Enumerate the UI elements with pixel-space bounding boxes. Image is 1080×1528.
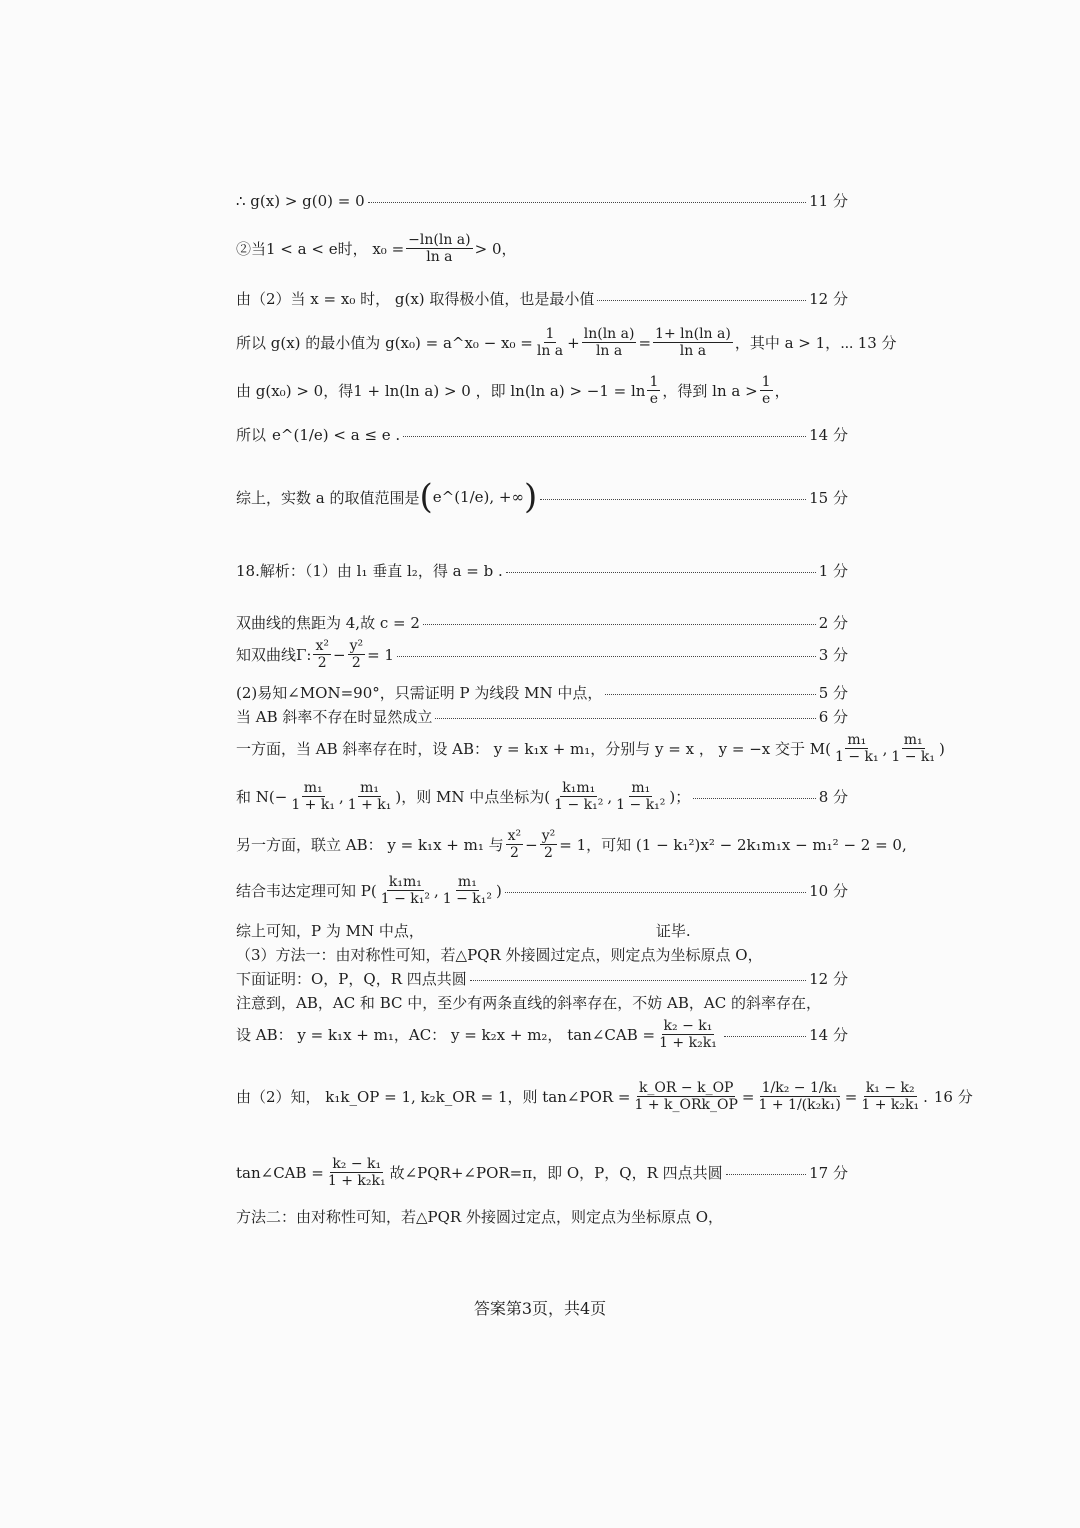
fraction bbox=[582, 326, 637, 359]
fraction bbox=[313, 638, 331, 671]
fraction bbox=[289, 780, 337, 813]
line-text-mid: ，得到 ln a > bbox=[662, 382, 758, 401]
numerator: y² bbox=[541, 828, 556, 844]
line-text: 知双曲线Γ: bbox=[236, 646, 312, 665]
denominator: 1 + k₁ bbox=[347, 797, 392, 814]
numerator: x² bbox=[507, 828, 522, 844]
numerator: −ln(ln a) bbox=[408, 232, 471, 248]
line-text-post: ) bbox=[939, 739, 945, 758]
score-label: 6 分 bbox=[818, 708, 848, 726]
line-text-post: ， bbox=[774, 382, 790, 401]
fraction bbox=[406, 232, 472, 265]
denominator: 1 + k₂k₁ bbox=[327, 1173, 386, 1190]
line-text: 18.解析：（1）由 l₁ 垂直 l₂，得 a = b . bbox=[236, 562, 503, 580]
line-condition bbox=[236, 374, 848, 407]
denominator: 2 bbox=[317, 655, 327, 672]
line-text: 当 AB 斜率不存在时显然成立 bbox=[236, 708, 433, 726]
line-18-1 bbox=[236, 560, 848, 581]
line-18-6 bbox=[236, 706, 848, 727]
line-18-12 bbox=[236, 968, 848, 989]
denominator: 1 + 1/(k₂k₁) bbox=[758, 1097, 841, 1114]
numerator: k₂ − k₁ bbox=[332, 1156, 382, 1172]
line-text-post: ) bbox=[496, 881, 502, 900]
fraction bbox=[379, 874, 432, 907]
score-label: 16 分 bbox=[933, 1088, 973, 1107]
line-text: 另一方面，联立 AB： y = k₁x + m₁ 与 bbox=[236, 836, 504, 855]
denominator: 1 − k₁² bbox=[380, 891, 430, 908]
numerator: y² bbox=[349, 638, 364, 654]
fraction bbox=[614, 780, 667, 813]
math-expression: e^(1/e), +∞ bbox=[432, 488, 524, 506]
denominator: 1 + k₂k₁ bbox=[861, 1097, 920, 1114]
fraction bbox=[760, 374, 773, 407]
line-text: tan∠CAB = bbox=[236, 1163, 324, 1182]
numerator: 1+ ln(ln a) bbox=[655, 326, 731, 342]
math-expression: e^(1/e) < a ≤ e . bbox=[272, 425, 401, 444]
line-18-10: 结合韦达定理可知 P( $\frac{\text{k₁m₁}}{\text{1 − k₁²}}$ , $\frac{\text{m₁}}{\text{1 − k₁²}}$ ) 10 分 bbox=[236, 874, 848, 908]
score-label: 2 分 bbox=[818, 614, 848, 632]
leader-dots bbox=[368, 202, 806, 203]
numerator: x² bbox=[315, 638, 329, 654]
line-text: 结合韦达定理可知 P( bbox=[236, 882, 377, 901]
line-text: 由（2）知， k₁k_OP = 1, k₂k_OR = 1，则 tan∠POR = bbox=[236, 1088, 631, 1107]
numerator: m₁ bbox=[847, 732, 867, 748]
leader-dots bbox=[423, 624, 816, 625]
leader-dots bbox=[693, 798, 815, 799]
line-text-mid: )，则 MN 中点坐标为( bbox=[395, 788, 551, 807]
fraction bbox=[889, 732, 937, 765]
page-footer: 答案第3页，共4页 bbox=[473, 1299, 607, 1318]
score-label: 10 分 bbox=[809, 882, 848, 901]
fraction bbox=[647, 374, 660, 407]
numerator: m₁ bbox=[303, 780, 323, 796]
fraction bbox=[326, 1156, 388, 1189]
numerator: m₁ bbox=[903, 732, 923, 748]
score-label: 17 分 bbox=[809, 1164, 848, 1183]
line-text: 下面证明：O，P，Q，R 四点共圆 bbox=[236, 970, 467, 988]
line-18-combine: 另一方面，联立 AB： y = k₁x + m₁ 与 $\frac{\text{x²}}{2}$ − $\frac{\text{y²}}{2}$ = 1，可知 (1 − k₁²)x² − 2k₁m₁x − m₁² − 2 = 0, bbox=[236, 828, 907, 862]
numerator: 1/k₂ − 1/k₁ bbox=[761, 1080, 838, 1096]
line-text-post: )； bbox=[669, 788, 691, 807]
fraction bbox=[506, 828, 524, 861]
line-12 bbox=[236, 288, 848, 309]
line-18-17 bbox=[236, 1156, 848, 1189]
denominator: 1 − k₁ bbox=[891, 749, 936, 766]
line-18-conclusion bbox=[236, 920, 848, 941]
line-18-3-method1 bbox=[236, 944, 848, 965]
line-11 bbox=[236, 190, 848, 211]
leader-dots bbox=[470, 980, 806, 981]
denominator: ln a bbox=[536, 343, 564, 360]
line-text-post: ，其中 a > 1，⋯ bbox=[734, 334, 854, 353]
leader-dots bbox=[726, 1174, 807, 1175]
denominator: 1 + k₂k₁ bbox=[659, 1035, 717, 1052]
numerator: 1 bbox=[545, 326, 555, 342]
fraction bbox=[833, 732, 881, 765]
line-text: 综上，实数 a 的取值范围是 bbox=[236, 488, 420, 507]
line-18-5 bbox=[236, 682, 848, 703]
leader-dots bbox=[540, 499, 806, 500]
line-18-m-point: 一方面，当 AB 斜率存在时，设 AB： y = k₁x + m₁，分别与 y = x ， y = −x 交于 M( $\frac{\text{m₁}}{\text{1 − k₁}}$ , $\frac{\text{m₁}}{\text{1 − k₁}}$ ) bbox=[236, 732, 945, 766]
score-label: 12 分 bbox=[809, 290, 848, 308]
denominator: ln a bbox=[595, 343, 623, 360]
numerator: k₁m₁ bbox=[388, 874, 422, 890]
leader-dots bbox=[597, 300, 806, 301]
line-text: 所以 bbox=[236, 426, 267, 444]
line-text: 所以 g(x) 的最小值为 g(x₀) = a^x₀ − x₀ = bbox=[236, 334, 533, 353]
denominator: 1 + k_ORk_OP bbox=[634, 1097, 738, 1114]
numerator: k_OR − k_OP bbox=[638, 1080, 734, 1096]
line-text-post: > 0， bbox=[474, 240, 517, 259]
score-label: 8 分 bbox=[818, 788, 848, 807]
operator: = bbox=[638, 333, 652, 352]
denominator: e bbox=[649, 391, 659, 408]
fraction bbox=[657, 1018, 719, 1051]
fraction bbox=[633, 1080, 740, 1113]
line-text: 方法二：由对称性可知，若△PQR 外接圆过定点，则定点为坐标原点 O， bbox=[236, 1208, 724, 1226]
score-label: 11 分 bbox=[809, 192, 848, 210]
right-paren: ) bbox=[523, 477, 538, 517]
line-text: 由（2）当 x = x₀ 时， g(x) 取得极小值，也是最小值 bbox=[236, 290, 595, 308]
score-label: 3 分 bbox=[818, 646, 848, 665]
denominator: 2 bbox=[509, 845, 519, 862]
line-text-post: = 1，可知 (1 − k₁²)x² − 2k₁m₁x − m₁² − 2 = 0, bbox=[559, 836, 907, 855]
numerator: m₁ bbox=[631, 780, 651, 796]
score-label: 14 分 bbox=[809, 426, 848, 444]
denominator: 2 bbox=[544, 845, 553, 862]
line-18-8: 和 N(− $\frac{\text{m₁}}{\text{1 + k₁}}$ , $\frac{\text{m₁}}{\text{1 + k₁}}$ )，则 MN 中点坐标为( $\frac{\text{k₁m₁}}{\text{1 − k₁²}}$ , $\frac{\text{m₁}}{\text{1 − k₁²}}$ )； 8 分 bbox=[236, 780, 848, 814]
line-18-method2 bbox=[236, 1206, 848, 1227]
denominator: 1 − k₁² bbox=[616, 797, 666, 814]
denominator: 1 − k₁ bbox=[834, 749, 879, 766]
operator: − bbox=[332, 645, 346, 664]
fraction bbox=[757, 1080, 843, 1113]
denominator: 1 − k₁² bbox=[554, 797, 604, 814]
line-text: 设 AB： y = k₁x + m₁，AC： y = k₂x + m₂， tan∠CAB = bbox=[236, 1026, 656, 1045]
score-label: 12 分 bbox=[809, 970, 848, 988]
line-text: （3）方法一：由对称性可知，若△PQR 外接圆过定点，则定点为坐标原点 O， bbox=[236, 946, 763, 964]
leader-dots bbox=[435, 718, 815, 719]
numerator: m₁ bbox=[457, 874, 477, 890]
fraction bbox=[552, 780, 605, 813]
numerator: m₁ bbox=[360, 780, 380, 796]
line-15 bbox=[236, 477, 848, 517]
line-text: ②当1 < a < e时， x₀ = bbox=[236, 240, 405, 259]
line-18-14 bbox=[236, 1018, 848, 1051]
leader-dots bbox=[724, 1036, 806, 1037]
score-label: 5 分 bbox=[818, 684, 848, 702]
fraction bbox=[859, 1080, 921, 1113]
fraction bbox=[441, 874, 494, 907]
leader-dots bbox=[605, 694, 815, 695]
line-text: 综上可知，P 为 MN 中点， bbox=[236, 922, 424, 940]
score-label: 13 分 bbox=[857, 334, 897, 353]
score-label: 1 分 bbox=[818, 562, 848, 580]
line-18-16 bbox=[236, 1080, 973, 1114]
numerator: 1 bbox=[761, 374, 771, 390]
score-label: 15 分 bbox=[809, 488, 848, 507]
numerator: 1 bbox=[649, 374, 659, 390]
fraction bbox=[540, 828, 558, 861]
fraction bbox=[346, 780, 394, 813]
operator: = bbox=[844, 1087, 858, 1106]
line-text: (2)易知∠MON=90°，只需证明 P 为线段 MN 中点， bbox=[236, 684, 603, 702]
denominator: e bbox=[761, 391, 771, 408]
line-text-post: . bbox=[923, 1087, 928, 1106]
line-18-note bbox=[236, 992, 848, 1013]
line-text-post: 证毕. bbox=[655, 922, 691, 940]
line-text: 和 N(− bbox=[236, 788, 288, 807]
leader-dots bbox=[397, 656, 816, 657]
fraction bbox=[653, 326, 733, 359]
line-18-3 bbox=[236, 638, 848, 671]
line-13 bbox=[236, 326, 897, 360]
left-paren: ( bbox=[419, 477, 433, 517]
numerator: k₂ − k₁ bbox=[663, 1018, 713, 1034]
numerator: k₁ − k₂ bbox=[865, 1080, 915, 1096]
leader-dots bbox=[506, 572, 816, 573]
leader-dots bbox=[403, 436, 806, 437]
line-text: 双曲线的焦距为 4,故 c = 2 bbox=[236, 614, 420, 632]
numerator: ln(ln a) bbox=[583, 326, 635, 342]
denominator: ln a bbox=[679, 343, 707, 360]
denominator: ln a bbox=[426, 249, 453, 266]
line-case2 bbox=[236, 232, 848, 265]
fraction bbox=[348, 638, 366, 671]
leader-dots bbox=[505, 892, 806, 893]
line-text: 注意到，AB，AC 和 BC 中，至少有两条直线的斜率存在，不妨 AB，AC 的斜率存在， bbox=[236, 994, 821, 1012]
denominator: 2 bbox=[351, 655, 361, 672]
operator: = bbox=[741, 1087, 755, 1106]
line-text-post: 故∠PQR+∠POR=π，即 O，P，Q，R 四点共圆 bbox=[389, 1164, 723, 1183]
score-label: 14 分 bbox=[809, 1026, 848, 1045]
denominator: 1 + k₁ bbox=[291, 797, 335, 814]
line-text: 由 g(x₀) > 0，得1 + ln(ln a) > 0 ，即 ln(ln a) > −1 = ln bbox=[236, 382, 646, 401]
line-text: 一方面，当 AB 斜率存在时，设 AB： y = k₁x + m₁，分别与 y = x ， y = −x 交于 M( bbox=[236, 740, 831, 759]
numerator: k₁m₁ bbox=[562, 780, 596, 796]
operator: + bbox=[567, 333, 580, 352]
line-14 bbox=[236, 424, 848, 445]
fraction bbox=[535, 326, 565, 359]
line-text-post: = 1 bbox=[367, 645, 394, 664]
denominator: 1 − k₁² bbox=[442, 891, 492, 908]
line-text: ∴ g(x) > g(0) = 0 bbox=[236, 191, 365, 210]
line-18-2 bbox=[236, 612, 848, 633]
